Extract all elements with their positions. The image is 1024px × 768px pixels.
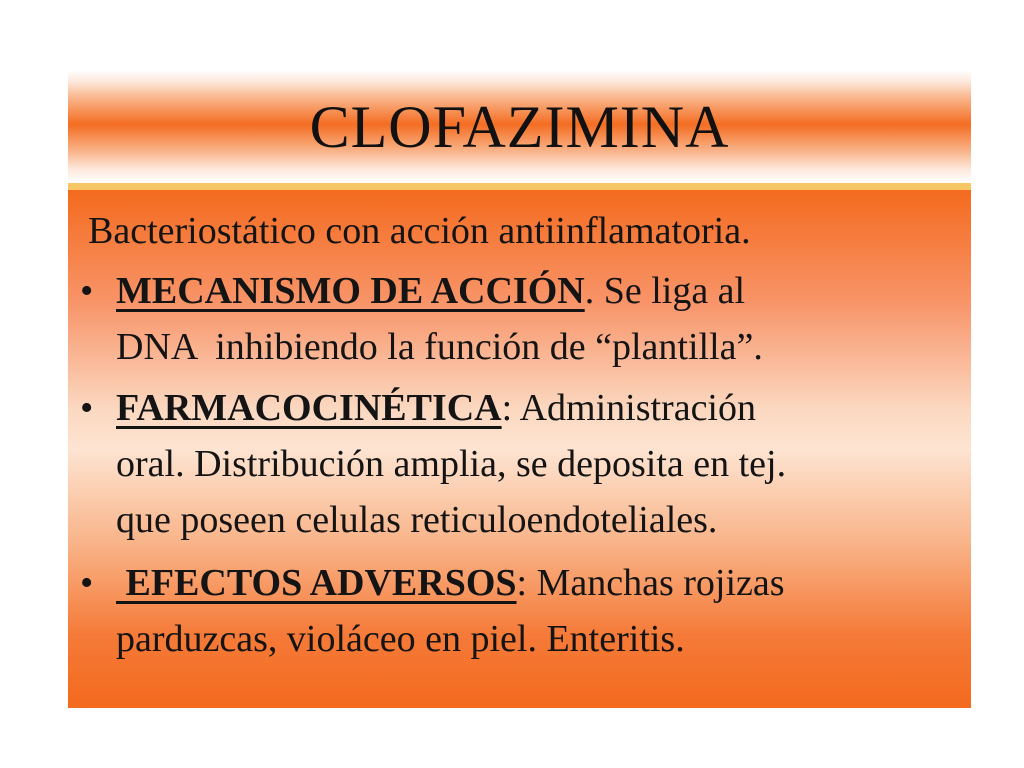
bullet-line: parduzcas, violáceo en piel. Enteritis.: [116, 618, 685, 660]
slide-title: CLOFAZIMINA: [309, 94, 730, 160]
bullet-text: [116, 380, 966, 548]
bullet-heading-adverse-effects: EFECTOS ADVERSOS: [116, 562, 517, 604]
bullet-line: [116, 380, 966, 436]
bullet-marker: •: [80, 387, 94, 429]
content-box: [68, 190, 971, 708]
bullet-heading-mechanism: MECANISMO DE ACCIÓN: [116, 270, 585, 312]
bullet-line: oral. Distribución amplia, se deposita en tej.: [116, 443, 787, 485]
bullet-marker: •: [80, 562, 94, 604]
title-band: [68, 70, 971, 183]
bullet-line: DNA inhibiendo la función de “plantilla”.: [116, 326, 763, 368]
bullet-line1-rest: : Administración: [501, 387, 756, 429]
bullet-line1-rest: : Manchas rojizas: [516, 562, 785, 604]
slide: [68, 70, 971, 708]
bullet-line: [116, 263, 966, 319]
intro-text: Bacteriostático con acción antiinflamatoria.: [88, 210, 751, 252]
bullet-line: [116, 555, 966, 611]
bullet-text: [116, 555, 966, 667]
bullet-line: que poseen celulas reticuloendoteliales.: [116, 499, 718, 541]
bullet-text: [116, 263, 966, 375]
bullet-heading-pharmacokinetics: FARMACOCINÉTICA: [116, 387, 502, 429]
bullet-line1-rest: . Se liga al: [584, 270, 746, 312]
title-divider: [68, 183, 971, 190]
bullet-marker: •: [80, 270, 94, 312]
